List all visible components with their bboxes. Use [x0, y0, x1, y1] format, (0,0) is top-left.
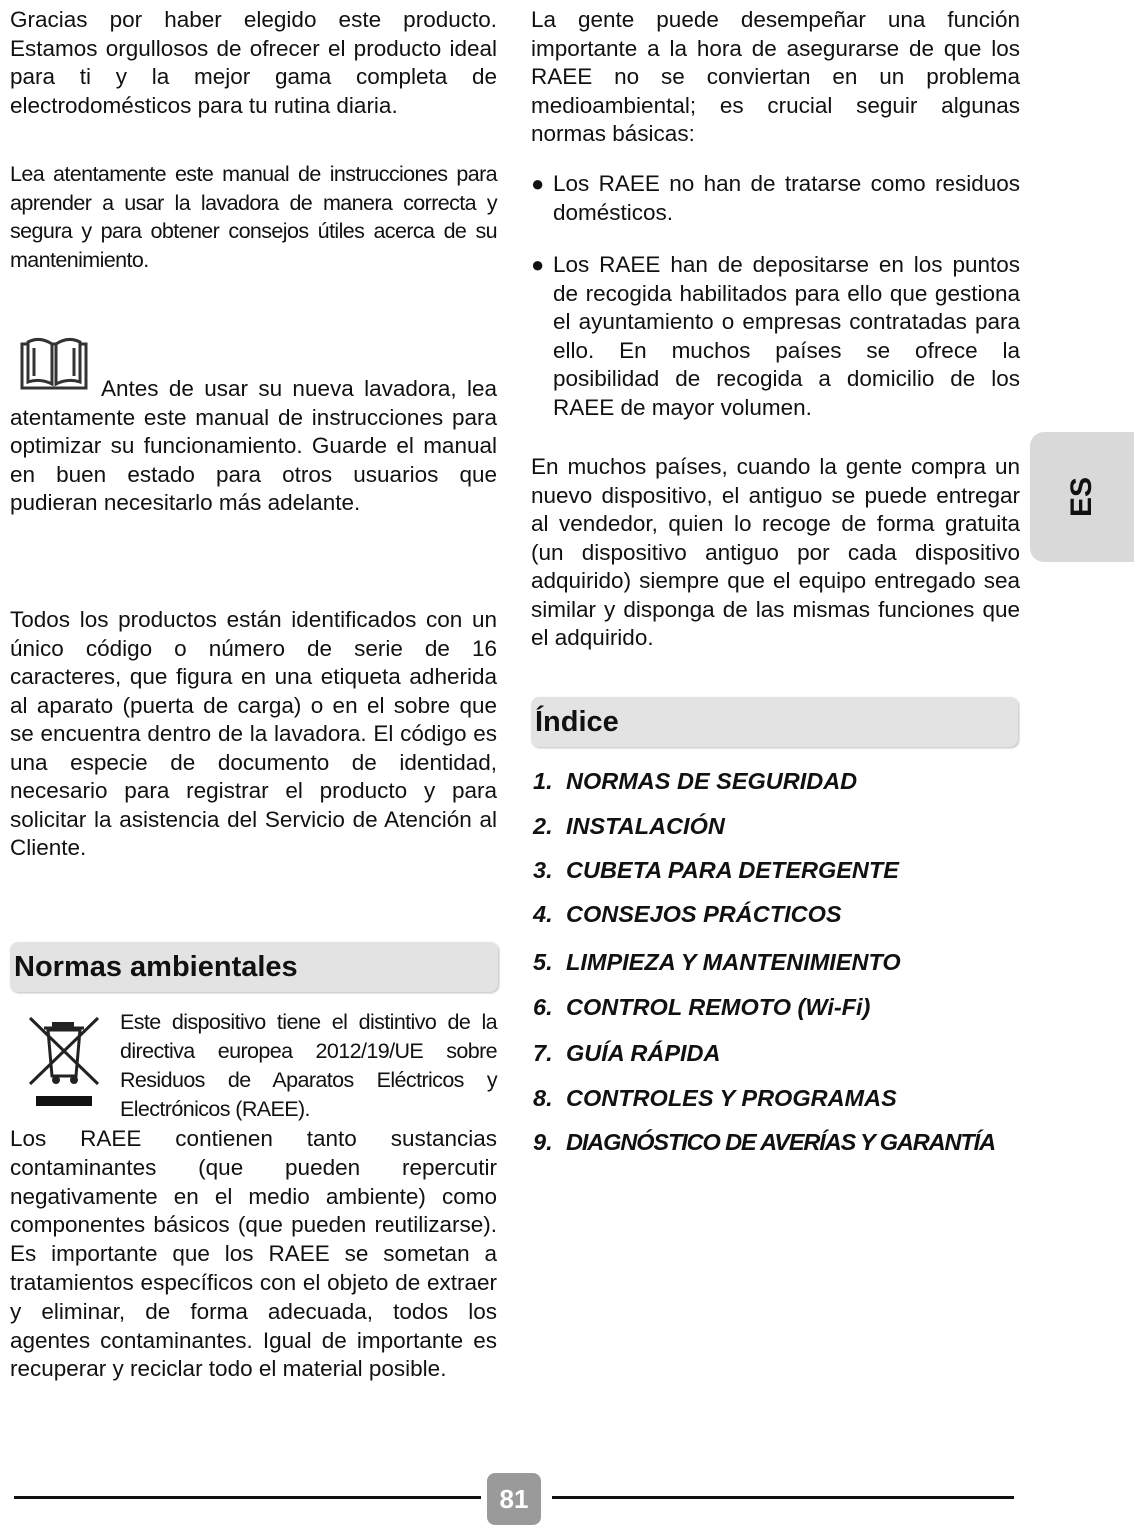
raee-bullet-2: ● Los RAEE han de depositarse en los puntos de recogida habilitados para ello que gestiona el ayuntamiento o empresas contratadas para ello. En muchos países se ofrece la posibilidad de recogida a domicilio de los RAEE de mayor volumen. [531, 251, 1020, 422]
toc-item[interactable]: 3. CUBETA PARA DETERGENTE [533, 857, 899, 883]
toc-item[interactable]: 5. LIMPIEZA Y MANTENIMIENTO [533, 949, 901, 975]
section-title-index: Índice [531, 697, 1018, 747]
toc-item[interactable]: 6. CONTROL REMOTO (Wi-Fi) [533, 994, 871, 1020]
countries-paragraph: En muchos países, cuando la gente compra un nuevo dispositivo, el antiguo se puede entregar al vendedor, quien lo recoge de forma gratuita (un dispositivo antiguo por cada dispositivo adquirido) siempre que el equipo entregado sea similar y disponga de las mismas funciones que el adquirido. [531, 454, 1020, 650]
raee-paragraph: Los RAEE contienen tanto sustancias contaminantes (que pueden repercutir negativamente en el medio ambiente) como componentes básicos (que pueden reutilizarse). Es importante que los RAEE se sometan a tratamientos específicos con el objeto de extraer y eliminar, de forma adecuada, todos los agentes contaminantes. Igual de importante es recuperar y reciclar todo el material posible. [10, 1126, 497, 1382]
weee-directive-text: Este dispositivo tiene el distintivo de la directiva europea 2012/19/UE sobre Residuos de Aparatos Eléctricos y Electrónicos (RAEE). [120, 1010, 497, 1121]
toc-item[interactable]: 9. DIAGNÓSTICO DE AVERÍAS Y GARANTÍA [533, 1129, 995, 1155]
bullet-dot-icon: ● [531, 171, 545, 196]
footer-rule-right [552, 1496, 1014, 1499]
intro-paragraph-4: Todos los productos están identificados con un único código o número de serie de 16 caracteres, que figura en una etiqueta adherida al aparato (puerta de carga) o en el sobre que se encuentra dentro de la lavadora. El código es una especie de documento de identidad, necesario para registrar el producto y para solicitar la asistencia del Servicio de Atención al Cliente. [10, 607, 497, 860]
language-tab [1030, 432, 1134, 562]
page-number: 81 [487, 1473, 541, 1525]
bullet-dot-icon: ● [531, 252, 545, 277]
intro-paragraph-3: Antes de usar su nueva lavadora, lea atentamente este manual de instrucciones para optimizar su funcionamiento. Guarde el manual en buen estado para otros usuarios que pudieran necesitarlo más adelante. [10, 376, 497, 515]
intro-paragraph-1: Gracias por haber elegido este producto. Estamos orgullosos de ofrecer el producto ideal para ti y la mejor gama completa de electrodomésticos para tu rutina diaria. [10, 7, 497, 118]
people-role-paragraph: La gente puede desempeñar una función importante a la hora de asegurarse de que los RAEE no se conviertan en un problema medioambiental; es crucial seguir algunas normas básicas: [531, 7, 1020, 146]
footer-rule-left [14, 1496, 481, 1499]
section-title-environment: Normas ambientales [10, 942, 498, 992]
language-tab-label: ES [1065, 476, 1098, 518]
toc-item[interactable]: 4. CONSEJOS PRÁCTICOS [533, 901, 842, 927]
intro-paragraph-2: Lea atentamente este manual de instrucciones para aprender a usar la lavadora de manera correcta y segura y para obtener consejos útiles acerca de su mantenimiento. [10, 162, 497, 272]
toc-item[interactable]: 8. CONTROLES Y PROGRAMAS [533, 1085, 897, 1111]
weee-bin-icon [26, 1014, 102, 1112]
toc-item[interactable]: 2. INSTALACIÓN [533, 813, 725, 839]
toc-item[interactable]: 1. NORMAS DE SEGURIDAD [533, 768, 858, 794]
raee-bullet-1: ● Los RAEE no han de tratarse como residuos domésticos. [531, 170, 1020, 227]
toc-item[interactable]: 7. GUÍA RÁPIDA [533, 1040, 721, 1066]
